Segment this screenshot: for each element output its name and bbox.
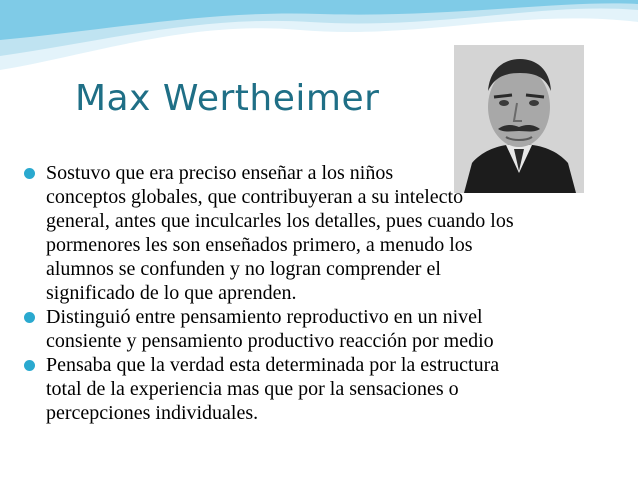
slide-title: Max Wertheimer: [75, 78, 380, 119]
list-item: [20, 161, 620, 305]
list-item: [20, 353, 620, 425]
list-item: [20, 305, 620, 353]
bullet-icon: [24, 360, 35, 371]
bullet-text: Distinguió entre pensamiento reproductivo en un nivel consiente y pensamiento productivo reacción por medio: [46, 306, 494, 352]
bullet-text: Pensaba que la verdad esta determinada por la estructura total de la experiencia mas que por la sensaciones o percepciones individuales.: [46, 354, 500, 424]
bullet-list: [20, 161, 620, 425]
bullet-icon: [24, 168, 35, 179]
bullet-text: Sostuvo que era preciso enseñar a los niños conceptos globales, que contribuyeran a su intelecto general, antes que inculcarles los detalles, pues cuando los pormenores les son enseñados primero, a menudo los alumnos se confunden y no logran comprender el significado de lo que aprenden.: [46, 162, 514, 304]
bullet-icon: [24, 312, 35, 323]
